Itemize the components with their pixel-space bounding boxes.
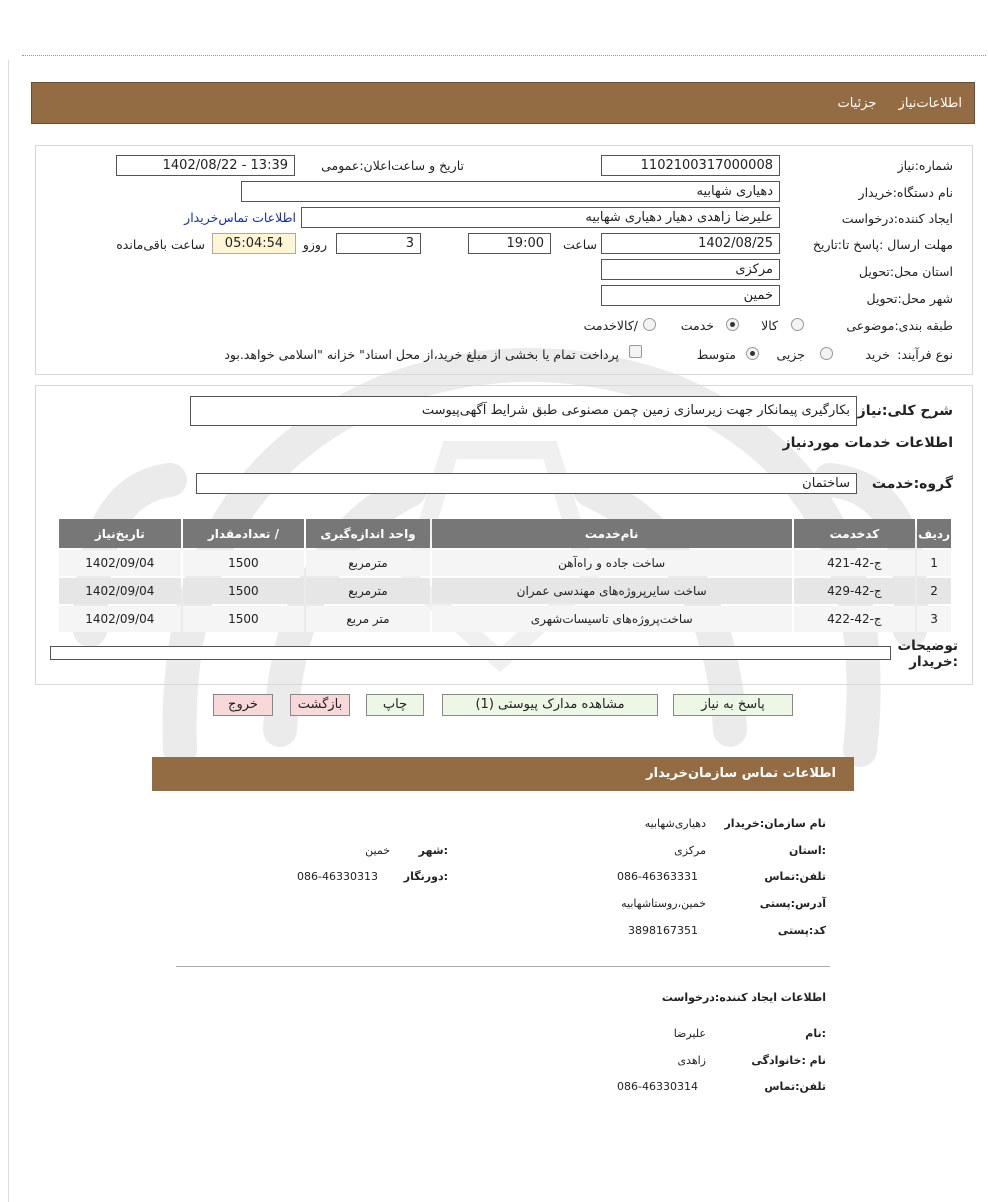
deadline-time-label: ساعت	[562, 237, 597, 252]
remaining-time-field: 05:04:54	[212, 233, 296, 254]
service-unit: مترمربع	[306, 578, 430, 604]
address-label: آدرس:پستی	[759, 897, 826, 910]
col-qty-header: / تعدادمقدار	[183, 519, 305, 548]
service-qty: 1500	[183, 578, 305, 604]
service-name: ساخت‌پروژه‌های تاسیسات‌شهری	[432, 606, 792, 632]
service-name: ساخت سایرپروژه‌های مهندسی عمران	[432, 578, 792, 604]
buyer-notes-label: توضیحات :خریدار	[897, 638, 958, 670]
table-header-row	[59, 519, 951, 548]
announce-datetime-field: 1402/08/22 - 13:39	[116, 155, 295, 176]
buyer-contact-title: اطلاعات تماس سازمان‌خریدار	[646, 766, 836, 781]
page-header-bar	[31, 82, 975, 124]
row-number: 1	[917, 550, 951, 576]
contact-fax-label: :دورنگار	[403, 870, 448, 883]
category-goods-service-label: /کالاخدمت	[583, 318, 638, 333]
buyer-notes-field	[50, 646, 891, 660]
creator-info-title: اطلاعات ایجاد کننده:درخواست	[661, 991, 826, 1004]
contact-city-value: خمین	[365, 844, 390, 857]
need-number-field: 1102100317000008	[601, 155, 780, 176]
print-button[interactable]: چاپ	[366, 694, 424, 716]
service-group-label: گروه:خدمت	[871, 476, 953, 492]
contact-fax-value: 086-46330313	[297, 870, 378, 883]
service-code: ج-42-429	[794, 578, 916, 604]
service-unit: متر مربع	[306, 606, 430, 632]
service-group-field: ساختمان	[196, 473, 857, 494]
top-dotted-divider	[22, 55, 986, 56]
col-name-header: نام‌خدمت	[432, 519, 792, 548]
process-buy-label: خرید	[865, 347, 890, 362]
deadline-label: مهلت ارسال :پاسخ تا:تاریخ	[812, 237, 953, 252]
col-row-header: ردیف	[917, 519, 951, 548]
service-name: ساخت جاده و راه‌آهن	[432, 550, 792, 576]
need-info-panel	[35, 145, 973, 375]
row-number: 2	[917, 578, 951, 604]
left-border	[8, 60, 9, 1202]
buyer-contact-header	[152, 757, 854, 791]
creator-label: ایجاد کننده:درخواست	[841, 211, 953, 226]
creator-phone-label: تلفن:تماس	[764, 1080, 826, 1093]
creator-family-label: نام :خانوادگی	[751, 1054, 826, 1067]
category-goods-service-radio[interactable]	[643, 318, 656, 331]
service-qty: 1500	[183, 550, 305, 576]
announce-label: تاریخ و ساعت‌اعلان:عمومی	[321, 158, 464, 173]
creator-name-value: علیرضا	[673, 1027, 706, 1040]
reply-button[interactable]: پاسخ به نیاز	[673, 694, 793, 716]
row-number: 3	[917, 606, 951, 632]
contact-city-label: :شهر	[418, 844, 448, 857]
process-label: نوع فرآیند:	[897, 347, 953, 362]
creator-field: علیرضا زاهدی دهیار دهیاری شهابیه	[301, 207, 780, 228]
category-goods-label: کالا	[761, 318, 778, 333]
treasury-payment-note: پرداخت تمام یا بخشی از مبلغ خرید،از محل اسناد" خزانه "اسلامی خواهد.بود	[224, 347, 619, 362]
col-date-header: تاریخ‌نیاز	[59, 519, 181, 548]
contact-province-label: :استان	[789, 844, 826, 857]
creator-name-label: :نام	[805, 1027, 826, 1040]
process-partial-radio[interactable]	[820, 347, 833, 360]
province-field: مرکزی	[601, 259, 780, 280]
breadcrumb-details[interactable]: جزئیات	[837, 96, 877, 111]
buyer-org-label: نام دستگاه:خریدار	[858, 185, 953, 200]
service-code: ج-42-422	[794, 606, 916, 632]
process-partial-label: جزیی	[776, 347, 805, 362]
category-label: طبقه بندی:موضوعی	[846, 318, 953, 333]
contact-phone-label: تلفن:تماس	[764, 870, 826, 883]
days-label: روزو	[302, 237, 327, 252]
address-value: خمین،روستاشهابیه	[621, 897, 706, 910]
process-medium-radio[interactable]	[746, 347, 759, 360]
summary-label: شرح کلی:نیاز	[857, 403, 953, 419]
col-code-header: کدخدمت	[794, 519, 916, 548]
process-medium-label: متوسط	[696, 347, 736, 362]
exit-button[interactable]: خروج	[213, 694, 273, 716]
contact-phone-value: 086-46363331	[617, 870, 698, 883]
creator-family-value: زاهدی	[677, 1054, 706, 1067]
service-date: 1402/09/04	[59, 550, 181, 576]
category-goods-radio[interactable]	[791, 318, 804, 331]
back-button[interactable]: بازگشت	[290, 694, 350, 716]
org-label: نام سازمان:خریدار	[724, 817, 826, 830]
category-service-label: خدمت	[680, 318, 714, 333]
postal-code-label: کد:پستی	[777, 924, 826, 937]
col-unit-header: واحد اندازه‌گیری	[306, 519, 430, 548]
services-table	[57, 517, 953, 634]
province-label: استان محل:تحویل	[858, 264, 953, 279]
remaining-time-label: ساعت باقی‌مانده	[116, 237, 205, 252]
contact-province-value: مرکزی	[674, 844, 706, 857]
view-attachments-button[interactable]: مشاهده مدارک پیوستی (1)	[442, 694, 658, 716]
postal-code-value: 3898167351	[628, 924, 698, 937]
table-row	[59, 550, 951, 576]
buyer-contact-link[interactable]: اطلاعات تماس‌خریدار	[184, 210, 296, 225]
service-date: 1402/09/04	[59, 606, 181, 632]
city-field: خمین	[601, 285, 780, 306]
org-value: دهیاری‌شهابیه	[644, 817, 706, 830]
deadline-time-field: 19:00	[468, 233, 551, 254]
summary-field: بکارگیری پیمانکار جهت زیرسازی زمین چمن مصنوعی طبق شرایط آگهی‌پیوست	[190, 396, 857, 426]
city-label: شهر محل:تحویل	[866, 291, 953, 306]
days-field: 3	[336, 233, 421, 254]
services-title: اطلاعات خدمات موردنیاز	[782, 435, 953, 451]
buyer-org-field: دهیاری شهابیه	[241, 181, 780, 202]
need-number-label: شماره:نیاز	[897, 158, 953, 173]
deadline-date-field: 1402/08/25	[601, 233, 780, 254]
breadcrumb-info[interactable]: اطلاعات‌نیاز	[898, 96, 962, 111]
section-divider	[176, 966, 830, 967]
service-unit: مترمربع	[306, 550, 430, 576]
treasury-payment-checkbox[interactable]	[629, 345, 642, 358]
service-date: 1402/09/04	[59, 578, 181, 604]
creator-phone-value: 086-46330314	[617, 1080, 698, 1093]
service-code: ج-42-421	[794, 550, 916, 576]
table-row	[59, 606, 951, 632]
category-service-radio[interactable]	[726, 318, 739, 331]
service-qty: 1500	[183, 606, 305, 632]
table-row	[59, 578, 951, 604]
